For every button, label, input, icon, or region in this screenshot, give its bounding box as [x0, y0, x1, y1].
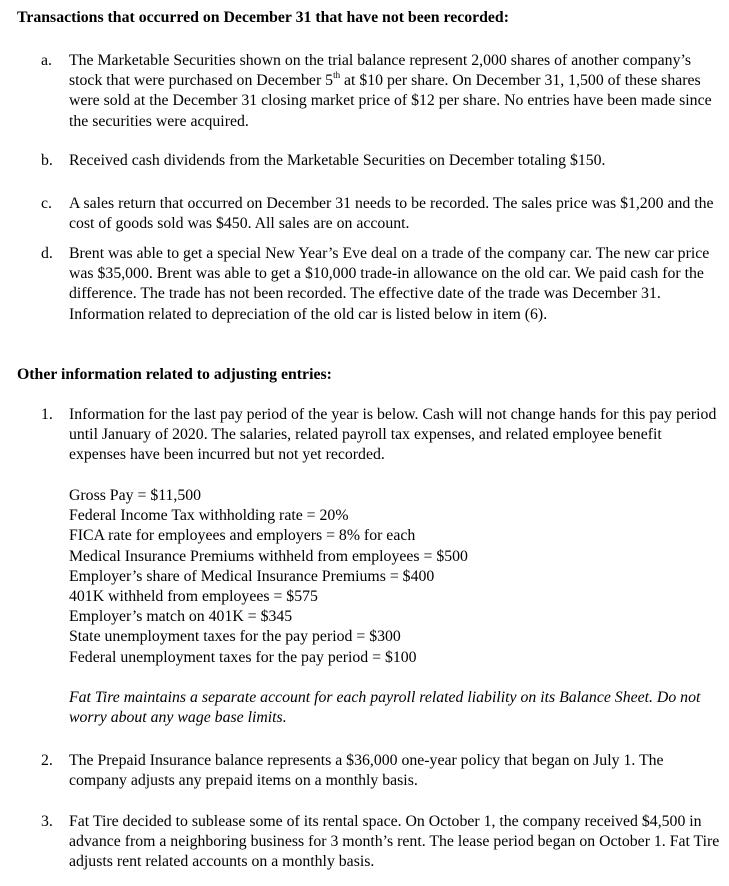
transaction-item-b	[41, 151, 721, 171]
payroll-line: Employer’s share of Medical Insurance Premiums = $400	[69, 567, 435, 585]
item-marker: 2.	[41, 752, 53, 769]
item-marker: 3.	[41, 813, 53, 830]
payroll-details	[69, 486, 719, 668]
item-text: The Marketable Securities shown on the trial balance represent 2,000 shares of another company’s stock that were purchased on December 5th at $10 per share. On December 31, 1,500 of these shares were sold at the December 31 closing market price of $12 per share. No entries have been made since the securities were acquired.	[69, 52, 712, 130]
item-marker: d.	[41, 245, 53, 262]
transactions-heading: Transactions that occurred on December 31 that have not been recorded:	[17, 9, 509, 26]
adjusting-item-2	[41, 751, 721, 791]
payroll-line: Gross Pay = $11,500	[69, 487, 202, 504]
payroll-line: 401K withheld from employees = $575	[69, 588, 318, 606]
item-marker: b.	[41, 152, 53, 169]
item-text: The Prepaid Insurance balance represents a $36,000 one-year policy that began on July 1. The company adjusts any prepaid items on a monthly basis.	[69, 752, 664, 790]
transaction-item-d	[41, 244, 721, 325]
transaction-item-a	[41, 51, 721, 132]
adjusting-item-1	[41, 405, 721, 466]
item-marker: 1.	[41, 406, 53, 423]
payroll-line: State unemployment taxes for the pay period = $300	[69, 628, 401, 646]
payroll-line: Federal Income Tax withholding rate = 20%	[69, 507, 349, 525]
item-text: Brent was able to get a special New Year’s Eve deal on a trade of the company car. The new car price was $35,000. Brent was able to get a $10,000 trade-in allowance on the old car. We paid cash for the difference. The trade has not been recorded. The effective date of the trade was December 31. Information related to depreciation of the old car is listed below in item (6).	[69, 245, 710, 323]
payroll-note: Fat Tire maintains a separate account for each payroll related liability on its Balance Sheet. Do not worry about any wage base limits.	[69, 689, 701, 727]
item-text: Fat Tire decided to sublease some of its rental space. On October 1, the company received $4,500 in advance from a neighboring business for 3 month’s rent. The lease period began on October 1. Fat Tire adjusts rent related accounts on a monthly basis.	[69, 813, 720, 871]
item-text: Information for the last pay period of the year is below. Cash will not change hands for this pay period until January of 2020. The salaries, related payroll tax expenses, and related employee benefit expenses have been incurred but not yet recorded.	[69, 406, 717, 464]
item-text: Received cash dividends from the Marketable Securities on December totaling $150.	[69, 152, 606, 169]
adjusting-item-3	[41, 812, 721, 873]
payroll-line: Medical Insurance Premiums withheld from employees = $500	[69, 547, 468, 565]
payroll-line: Federal unemployment taxes for the pay period = $100	[69, 648, 417, 666]
payroll-line: FICA rate for employees and employers = 8% for each	[69, 527, 416, 545]
payroll-line: Employer’s match on 401K = $345	[69, 608, 293, 626]
superscript: th	[333, 70, 341, 81]
transaction-item-c	[41, 194, 721, 234]
adjusting-heading: Other information related to adjusting entries:	[17, 366, 332, 383]
item-marker: a.	[41, 52, 52, 69]
item-text: A sales return that occurred on December 31 needs to be recorded. The sales price was $1,200 and the cost of goods sold was $450. All sales are on account.	[69, 195, 714, 233]
item-marker: c.	[41, 195, 52, 212]
